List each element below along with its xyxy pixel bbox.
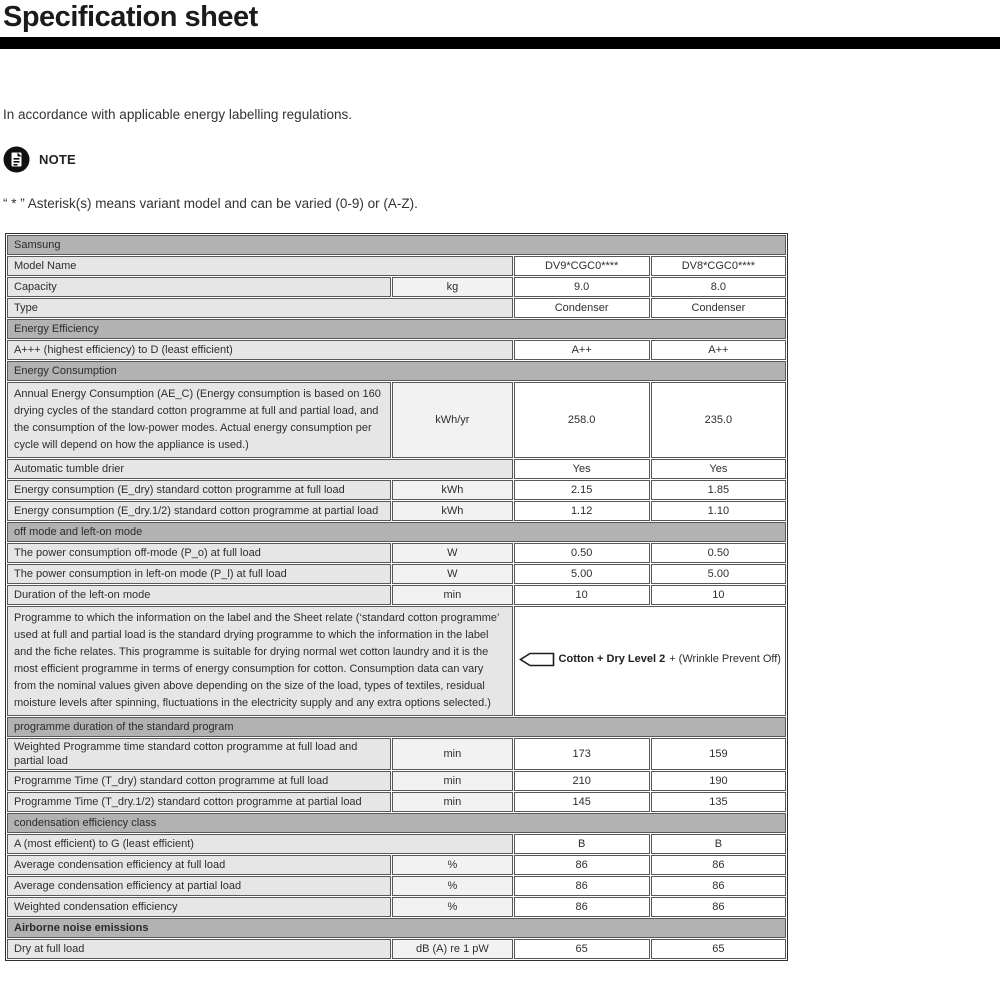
section-row (7, 813, 786, 833)
section-header-label: Samsung (7, 235, 786, 255)
row-unit: kg (392, 277, 512, 297)
cotton-tag-icon (519, 652, 555, 667)
row-label: Average condensation efficiency at full load (7, 855, 391, 875)
note-label: NOTE (39, 152, 76, 167)
row-value-2: B (651, 834, 786, 854)
row-value-1: 86 (514, 897, 650, 917)
row-unit: % (392, 876, 512, 896)
section-header-label: off mode and left-on mode (7, 522, 786, 542)
row-value-2: 86 (651, 855, 786, 875)
row-value-2: 235.0 (651, 382, 786, 458)
row-value-2: 1.85 (651, 480, 786, 500)
row-value-1: DV9*CGC0**** (514, 256, 650, 276)
row-value-1: 173 (514, 738, 650, 770)
row-value-2: 65 (651, 939, 786, 959)
title-divider-bar (0, 37, 1000, 49)
row-value-1: Condenser (514, 298, 650, 318)
row-unit: min (392, 792, 512, 812)
row-value-1: 145 (514, 792, 650, 812)
row-label: The power consumption off-mode (P_o) at full load (7, 543, 391, 563)
table-row (7, 480, 786, 500)
row-value-1: 258.0 (514, 382, 650, 458)
row-value-1: 5.00 (514, 564, 650, 584)
section-row (7, 319, 786, 339)
row-label: Duration of the left-on mode (7, 585, 391, 605)
table-row (7, 564, 786, 584)
section-row (7, 522, 786, 542)
row-label: Type (7, 298, 513, 318)
row-label: Model Name (7, 256, 513, 276)
row-value-2: 135 (651, 792, 786, 812)
row-label: Weighted condensation efficiency (7, 897, 391, 917)
row-value-1: 1.12 (514, 501, 650, 521)
section-header-label: condensation efficiency class (7, 813, 786, 833)
table-row (7, 340, 786, 360)
row-unit: kWh (392, 501, 512, 521)
row-value-1: A++ (514, 340, 650, 360)
row-unit: min (392, 585, 512, 605)
row-unit: min (392, 738, 512, 770)
row-unit: kWh/yr (392, 382, 512, 458)
table-row (7, 382, 786, 458)
row-label: Programme Time (T_dry.1/2) standard cotton programme at partial load (7, 792, 391, 812)
table-row (7, 256, 786, 276)
table-row (7, 738, 786, 770)
table-row (7, 792, 786, 812)
row-value-2: 86 (651, 876, 786, 896)
table-row (7, 897, 786, 917)
programme-name: Cotton + Dry Level 2 (558, 653, 666, 665)
table-row (7, 543, 786, 563)
row-value-1: 9.0 (514, 277, 650, 297)
row-label: A (most efficient) to G (least efficient) (7, 834, 513, 854)
row-value-1: Yes (514, 459, 650, 479)
spec-table-body (7, 235, 786, 959)
row-value-1: 0.50 (514, 543, 650, 563)
table-row (7, 834, 786, 854)
row-unit: W (392, 564, 512, 584)
table-row (7, 501, 786, 521)
note-document-icon (3, 146, 30, 173)
row-value-2: Condenser (651, 298, 786, 318)
section-header-label: Airborne noise emissions (7, 918, 786, 938)
row-value-2: A++ (651, 340, 786, 360)
row-value-2: Yes (651, 459, 786, 479)
row-label: Annual Energy Consumption (AE_C) (Energy consumption is based on 160 drying cycles of the standard cotton programme at full and partial load, and the consumption of the low-power modes. Actual energy consumption per cycle will depend on how the appliance is used.) (7, 382, 391, 458)
section-header-label: programme duration of the standard program (7, 717, 786, 737)
row-label: Energy consumption (E_dry) standard cotton programme at full load (7, 480, 391, 500)
note-heading (3, 146, 76, 173)
row-value-1: 10 (514, 585, 650, 605)
table-row (7, 855, 786, 875)
row-unit: dB (A) re 1 pW (392, 939, 512, 959)
row-label: Average condensation efficiency at partial load (7, 876, 391, 896)
row-value-2: 5.00 (651, 564, 786, 584)
intro-text: In accordance with applicable energy labelling regulations. (3, 107, 352, 122)
section-row (7, 235, 786, 255)
row-label: Automatic tumble drier (7, 459, 513, 479)
table-row (7, 298, 786, 318)
row-value-1: 65 (514, 939, 650, 959)
row-value-1: 86 (514, 855, 650, 875)
programme-option: + (Wrinkle Prevent Off) (669, 653, 781, 665)
row-value-2: 190 (651, 771, 786, 791)
row-unit: min (392, 771, 512, 791)
row-value-2: 10 (651, 585, 786, 605)
row-value-1: B (514, 834, 650, 854)
row-unit: % (392, 897, 512, 917)
table-row (7, 459, 786, 479)
row-label: A+++ (highest efficiency) to D (least efficient) (7, 340, 513, 360)
table-row (7, 606, 786, 716)
section-row (7, 717, 786, 737)
row-unit: kWh (392, 480, 512, 500)
programme-value (519, 652, 781, 667)
table-row (7, 277, 786, 297)
table-row (7, 876, 786, 896)
section-row (7, 361, 786, 381)
page-title: Specification sheet (3, 1, 258, 33)
row-label: Weighted Programme time standard cotton programme at full load and partial load (7, 738, 391, 770)
specification-table (5, 233, 788, 961)
note-text: “ * ” Asterisk(s) means variant model and can be varied (0-9) or (A-Z). (3, 196, 418, 211)
row-label: Dry at full load (7, 939, 391, 959)
row-label: Capacity (7, 277, 391, 297)
row-value-2: DV8*CGC0**** (651, 256, 786, 276)
row-value-2: 8.0 (651, 277, 786, 297)
row-value-1: 2.15 (514, 480, 650, 500)
table-row (7, 771, 786, 791)
section-header-label: Energy Consumption (7, 361, 786, 381)
row-label: The power consumption in left-on mode (P_l) at full load (7, 564, 391, 584)
table-row (7, 585, 786, 605)
row-unit: % (392, 855, 512, 875)
table-row (7, 939, 786, 959)
row-value-2: 0.50 (651, 543, 786, 563)
row-label: Energy consumption (E_dry.1/2) standard cotton programme at partial load (7, 501, 391, 521)
section-header-label: Energy Efficiency (7, 319, 786, 339)
row-value-1: 86 (514, 876, 650, 896)
section-row (7, 918, 786, 938)
row-value-2: 86 (651, 897, 786, 917)
row-value-1: 210 (514, 771, 650, 791)
row-label: Programme to which the information on the label and the Sheet relate (‘standard cotton programme’ used at full and partial load is the standard drying programme to which the information in the label and the fiche relates. This programme is suitable for drying normal wet cotton laundry and it is the most efficient programme in terms of energy consumption for cotton. Consumption data can vary from the nominal values given above depending on the size of the load, types of textiles, residual moisture levels after spinning, fluctuations in the electricity supply and any extra options selected.) (7, 606, 513, 716)
row-value-2: 1.10 (651, 501, 786, 521)
row-unit: W (392, 543, 512, 563)
programme-value-cell (514, 606, 786, 716)
row-label: Programme Time (T_dry) standard cotton programme at full load (7, 771, 391, 791)
row-value-2: 159 (651, 738, 786, 770)
